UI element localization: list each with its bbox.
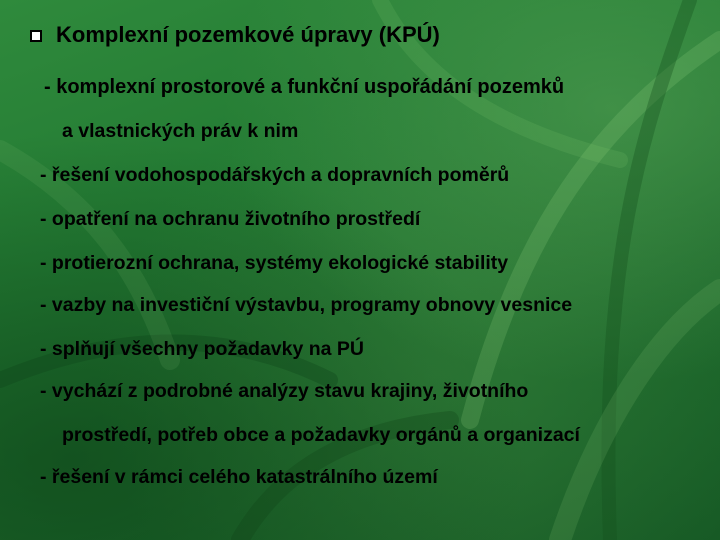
line-2: - řešení vodohospodářských a dopravních poměrů — [40, 164, 510, 186]
line-6: - splňují všechny požadavky na PÚ — [40, 338, 365, 360]
line-7: - vychází z podrobné analýzy stavu krajiny, životního — [40, 380, 529, 402]
line-7-continuation: prostředí, potřeb obce a požadavky orgánů a organizací — [62, 424, 580, 446]
line-3: - opatření na ochranu životního prostředí — [40, 208, 421, 230]
checkbox-icon — [30, 30, 42, 42]
line-8: - řešení v rámci celého katastrálního území — [40, 466, 438, 488]
line-5: - vazby na investiční výstavbu, programy obnovy vesnice — [40, 294, 573, 316]
line-1: - komplexní prostorové a funkční uspořádání pozemků — [44, 76, 565, 98]
line-1-continuation: a vlastnických práv k nim — [62, 120, 299, 142]
slide-title: Komplexní pozemkové úpravy (KPÚ) — [56, 22, 440, 47]
title-row — [30, 22, 440, 48]
line-4: - protierozní ochrana, systémy ekologické stability — [40, 252, 509, 274]
